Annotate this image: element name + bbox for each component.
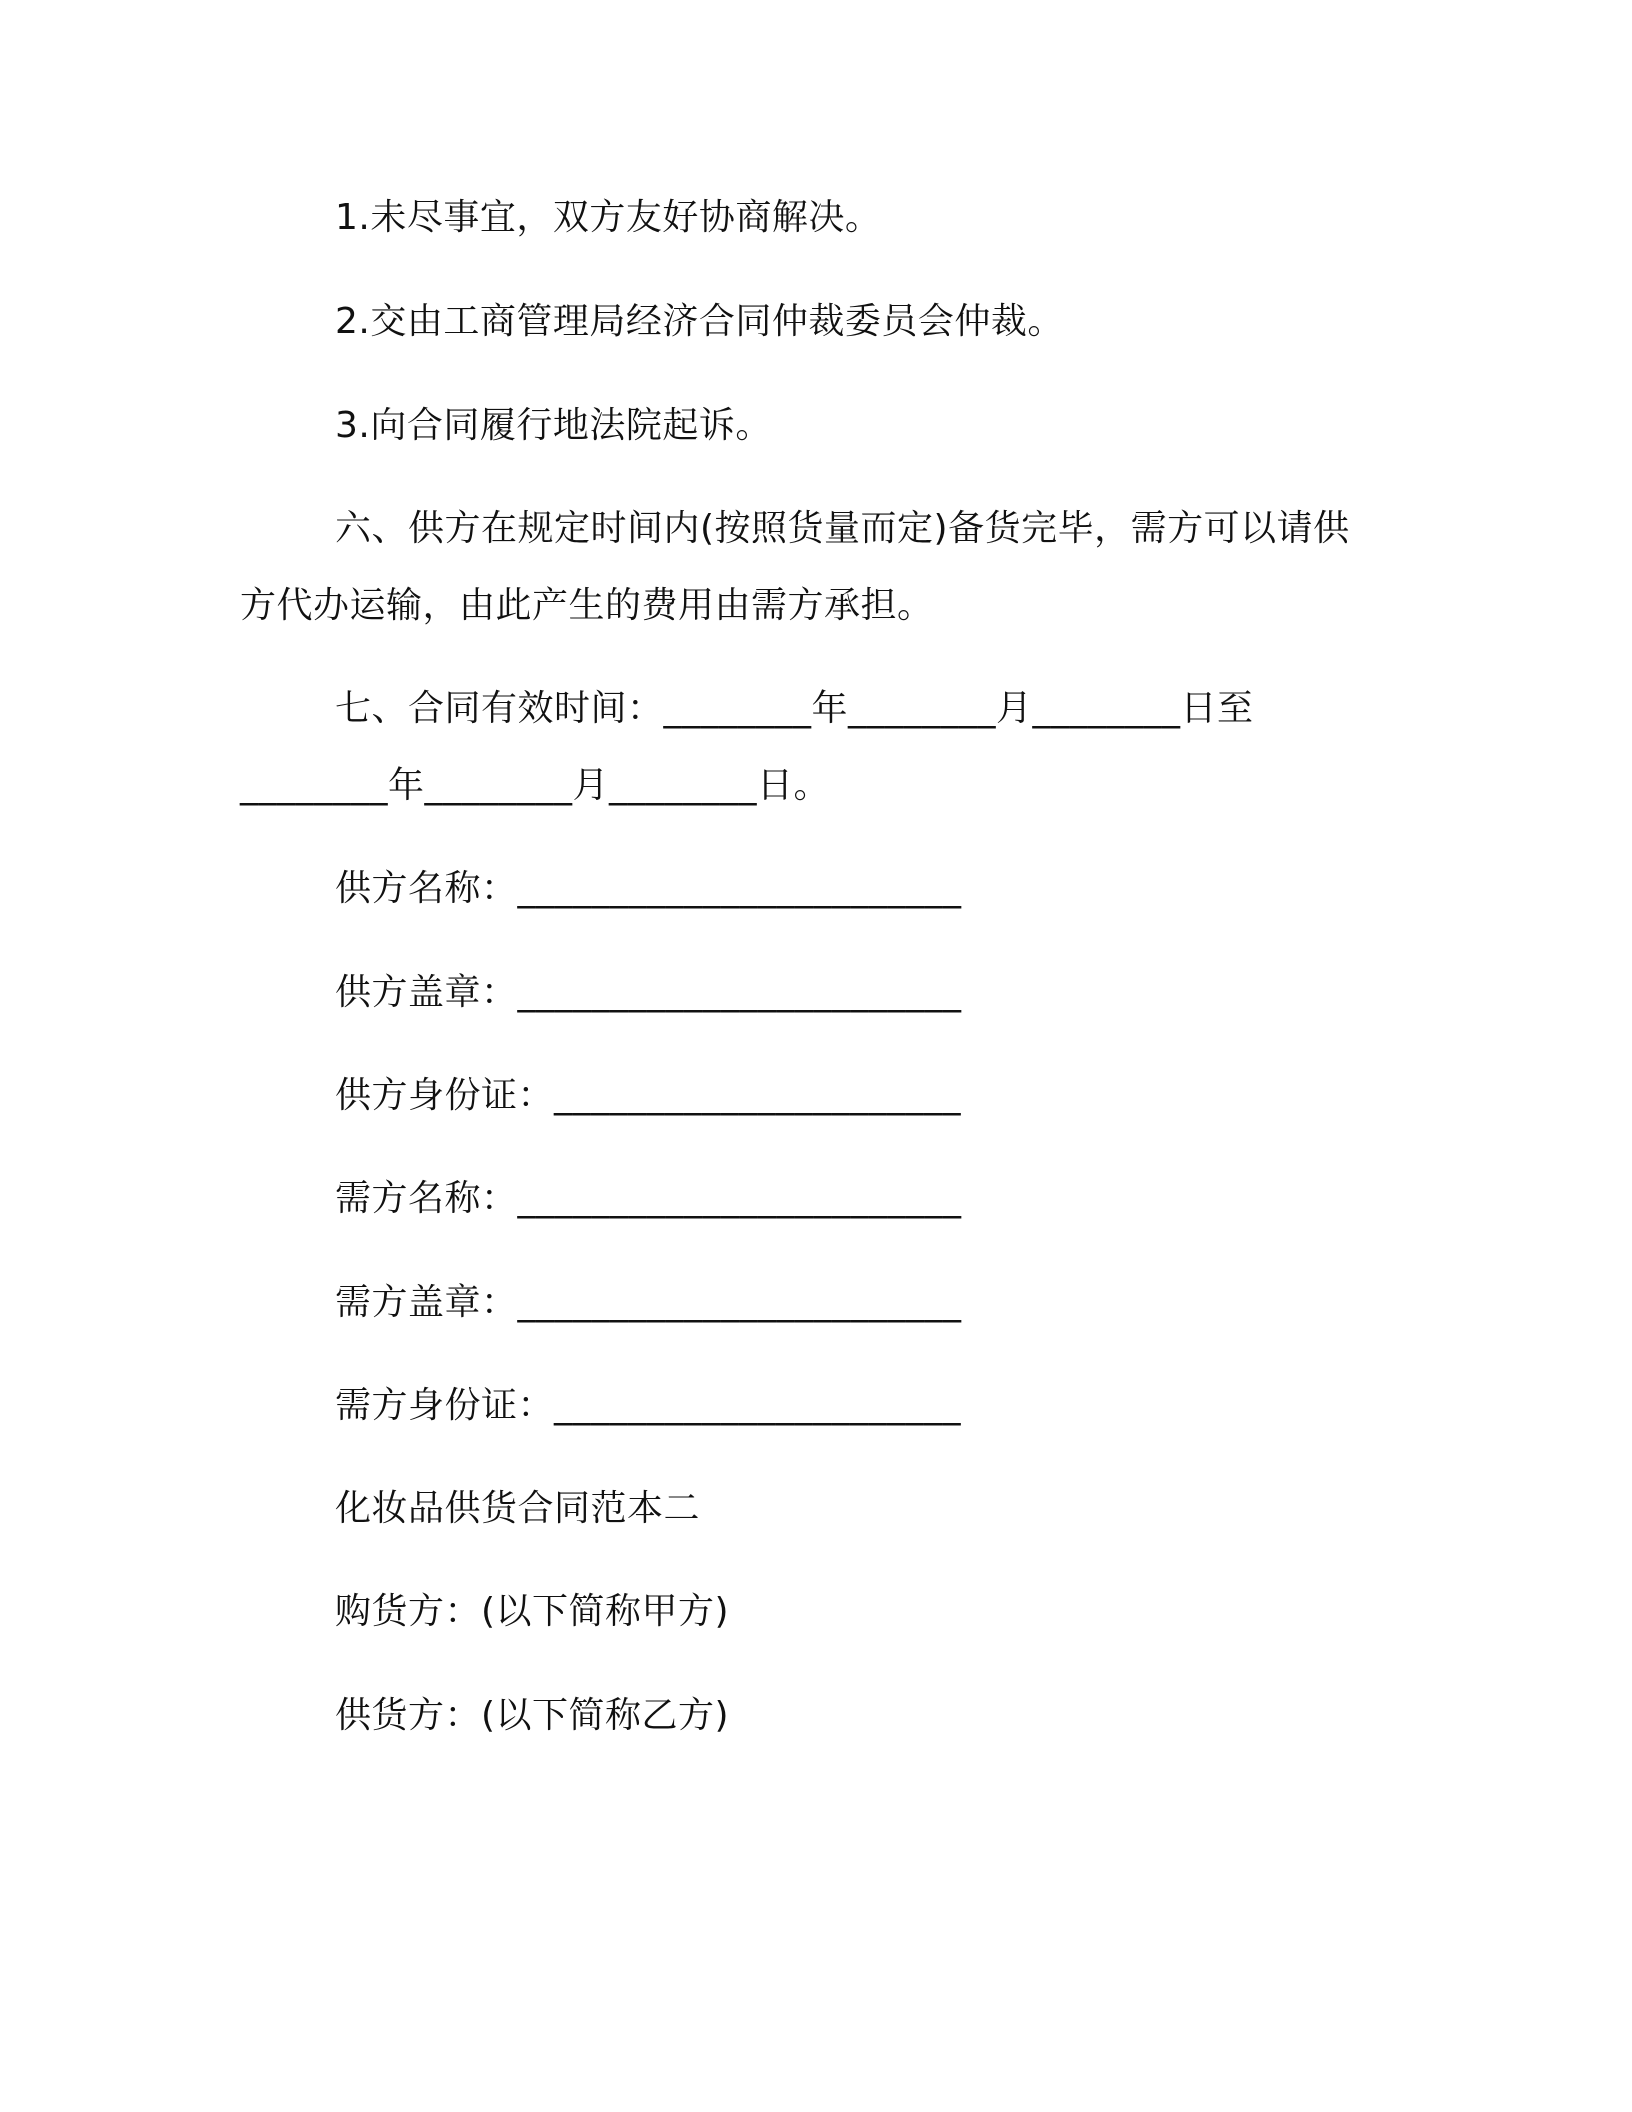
dispute-item-1: 1.未尽事宜，双方友好协商解决。 bbox=[335, 197, 882, 238]
buyer-id-field: 需方身份证：______________________ bbox=[335, 1385, 962, 1426]
clause-six-line-1: 六、供方在规定时间内(按照货量而定)备货完毕，需方可以请供 bbox=[335, 508, 1350, 549]
clause-seven-line-1: 七、合同有效时间：________年________月________日至 bbox=[335, 688, 1254, 729]
buyer-name-field: 需方名称：________________________ bbox=[335, 1178, 962, 1219]
buyer-seal-field: 需方盖章：________________________ bbox=[335, 1282, 962, 1323]
supplier-id-field: 供方身份证：______________________ bbox=[335, 1075, 962, 1116]
clause-six-line-2: 方代办运输，由此产生的费用由需方承担。 bbox=[240, 585, 934, 626]
dispute-item-2: 2.交由工商管理局经济合同仲裁委员会仲裁。 bbox=[335, 301, 1064, 342]
supplier-name-field: 供方名称：________________________ bbox=[335, 868, 962, 909]
second-template-title: 化妆品供货合同范本二 bbox=[335, 1488, 701, 1529]
clause-seven-line-2: ________年________月________日。 bbox=[240, 765, 830, 806]
dispute-item-3: 3.向合同履行地法院起诉。 bbox=[335, 405, 772, 446]
supplier-seal-field: 供方盖章：________________________ bbox=[335, 972, 962, 1013]
purchaser-line: 购货方：(以下简称甲方) bbox=[335, 1591, 730, 1632]
supplier-line: 供货方：(以下简称乙方) bbox=[335, 1695, 730, 1736]
